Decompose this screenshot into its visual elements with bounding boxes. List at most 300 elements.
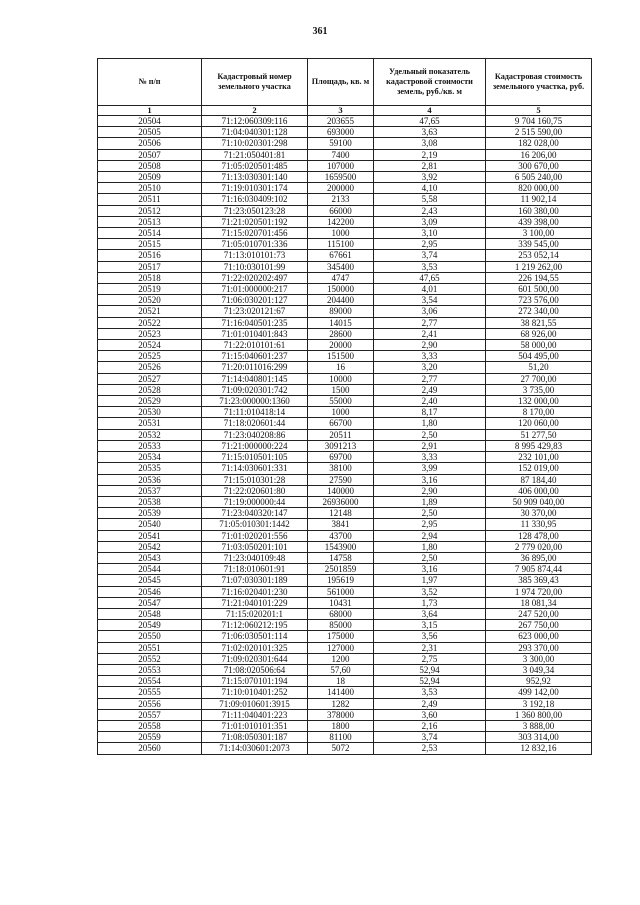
table-row: [98, 351, 592, 362]
cell-area: 3841: [308, 519, 374, 530]
cell-cadastral-number: 71:15:070101:194: [202, 676, 308, 687]
cell-cadastral-number: 71:20:011016:299: [202, 362, 308, 373]
table-row: [98, 160, 592, 171]
cell-cadastral-cost: 1 219 262,00: [486, 261, 592, 272]
cell-row-number: 20505: [98, 127, 202, 138]
cell-row-number: 20522: [98, 317, 202, 328]
table-row: [98, 239, 592, 250]
cell-row-number: 20530: [98, 407, 202, 418]
cell-cadastral-number: 71:06:030501:114: [202, 631, 308, 642]
cell-cadastral-number: 71:22:020202:497: [202, 272, 308, 283]
cell-cadastral-cost: 406 000,00: [486, 485, 592, 496]
cell-cadastral-cost: 160 380,00: [486, 205, 592, 216]
cell-row-number: 20525: [98, 351, 202, 362]
column-number: 5: [486, 106, 592, 116]
table-row: [98, 205, 592, 216]
table-row: [98, 541, 592, 552]
cell-cadastral-number: 71:14:040801:145: [202, 373, 308, 384]
cell-area: 59100: [308, 138, 374, 149]
cell-cadastral-cost: 16 206,00: [486, 149, 592, 160]
cell-area: 10431: [308, 597, 374, 608]
table-row: [98, 138, 592, 149]
cell-row-number: 20532: [98, 429, 202, 440]
table-row: [98, 519, 592, 530]
cell-area: 200000: [308, 183, 374, 194]
cell-area: 195619: [308, 575, 374, 586]
cell-row-number: 20523: [98, 328, 202, 339]
cell-row-number: 20550: [98, 631, 202, 642]
cell-row-number: 20559: [98, 732, 202, 743]
table-row: [98, 362, 592, 373]
table-row: [98, 463, 592, 474]
cell-cadastral-number: 71:23:040109:48: [202, 552, 308, 563]
cell-cadastral-cost: 3 100,00: [486, 228, 592, 239]
cell-area: 69700: [308, 452, 374, 463]
cell-specific-rate: 2,16: [374, 720, 486, 731]
cell-cadastral-cost: 1 360 800,00: [486, 709, 592, 720]
table-row: [98, 676, 592, 687]
cell-area: 204400: [308, 295, 374, 306]
column-number: 2: [202, 106, 308, 116]
cell-cadastral-cost: 226 194,55: [486, 272, 592, 283]
cell-cadastral-cost: 8 170,00: [486, 407, 592, 418]
cell-area: 693000: [308, 127, 374, 138]
cell-cadastral-cost: 68 926,00: [486, 328, 592, 339]
cell-row-number: 20528: [98, 384, 202, 395]
cell-row-number: 20555: [98, 687, 202, 698]
cell-area: 151500: [308, 351, 374, 362]
table-row: [98, 653, 592, 664]
cell-specific-rate: 2,77: [374, 373, 486, 384]
cell-row-number: 20553: [98, 664, 202, 675]
cell-cadastral-number: 71:10:020301:298: [202, 138, 308, 149]
cell-area: 150000: [308, 284, 374, 295]
cell-row-number: 20540: [98, 519, 202, 530]
cell-cadastral-cost: 3 049,34: [486, 664, 592, 675]
cell-cadastral-number: 71:23:020121:67: [202, 306, 308, 317]
cell-row-number: 20512: [98, 205, 202, 216]
cell-cadastral-number: 71:11:040401:223: [202, 709, 308, 720]
cell-row-number: 20521: [98, 306, 202, 317]
cell-cadastral-number: 71:21:050401:81: [202, 149, 308, 160]
cell-area: 2501859: [308, 564, 374, 575]
cell-area: 2133: [308, 194, 374, 205]
table-row: [98, 340, 592, 351]
cell-cadastral-number: 71:08:020506:64: [202, 664, 308, 675]
cell-specific-rate: 3,16: [374, 564, 486, 575]
cell-area: 20511: [308, 429, 374, 440]
cell-row-number: 20558: [98, 720, 202, 731]
table-row: [98, 586, 592, 597]
cell-cadastral-number: 71:03:050201:101: [202, 541, 308, 552]
cell-cadastral-cost: 58 000,00: [486, 340, 592, 351]
cell-cadastral-number: 71:21:040101:229: [202, 597, 308, 608]
header-cadastral-cost: Кадастровая стоимость земельного участка, руб.: [486, 59, 592, 106]
cell-row-number: 20538: [98, 496, 202, 507]
cell-cadastral-cost: 11 902,14: [486, 194, 592, 205]
cell-row-number: 20519: [98, 284, 202, 295]
cell-specific-rate: 5,58: [374, 194, 486, 205]
cell-row-number: 20527: [98, 373, 202, 384]
cell-row-number: 20556: [98, 698, 202, 709]
cell-area: 67661: [308, 250, 374, 261]
cell-specific-rate: 2,95: [374, 239, 486, 250]
cell-row-number: 20534: [98, 452, 202, 463]
cell-area: 12148: [308, 508, 374, 519]
column-number-row: [98, 106, 592, 116]
table-row: [98, 732, 592, 743]
cell-cadastral-number: 71:01:000000:217: [202, 284, 308, 295]
table-row: [98, 597, 592, 608]
cell-cadastral-number: 71:01:020201:556: [202, 530, 308, 541]
table-row: [98, 116, 592, 127]
cell-cadastral-number: 71:23:050123:28: [202, 205, 308, 216]
table-row: [98, 306, 592, 317]
table-row: [98, 698, 592, 709]
cell-cadastral-number: 71:09:010601:3915: [202, 698, 308, 709]
cell-specific-rate: 3,15: [374, 620, 486, 631]
cadastre-table: [97, 58, 592, 755]
cell-area: 1000: [308, 407, 374, 418]
table-row: [98, 429, 592, 440]
cell-specific-rate: 4,10: [374, 183, 486, 194]
cell-cadastral-cost: 152 019,00: [486, 463, 592, 474]
cell-area: 18: [308, 676, 374, 687]
cell-specific-rate: 3,54: [374, 295, 486, 306]
cell-row-number: 20515: [98, 239, 202, 250]
cell-cadastral-cost: 820 000,00: [486, 183, 592, 194]
cell-cadastral-cost: 30 370,00: [486, 508, 592, 519]
cell-area: 10000: [308, 373, 374, 384]
cell-specific-rate: 3,52: [374, 586, 486, 597]
table-row: [98, 216, 592, 227]
header-specific-rate: Удельный показатель кадастровой стоимости земель, руб./кв. м: [374, 59, 486, 106]
cell-specific-rate: 3,74: [374, 732, 486, 743]
cell-specific-rate: 2,75: [374, 653, 486, 664]
table-row: [98, 396, 592, 407]
cell-specific-rate: 3,33: [374, 351, 486, 362]
cell-specific-rate: 2,43: [374, 205, 486, 216]
cell-cadastral-cost: 18 081,34: [486, 597, 592, 608]
cell-cadastral-cost: 128 478,00: [486, 530, 592, 541]
cell-specific-rate: 3,74: [374, 250, 486, 261]
cell-area: 68000: [308, 608, 374, 619]
cell-specific-rate: 52,94: [374, 676, 486, 687]
cell-specific-rate: 3,10: [374, 228, 486, 239]
cell-row-number: 20518: [98, 272, 202, 283]
cell-cadastral-cost: 3 192,18: [486, 698, 592, 709]
table-row: [98, 642, 592, 653]
cell-cadastral-cost: 36 895,00: [486, 552, 592, 563]
cell-specific-rate: 3,08: [374, 138, 486, 149]
cell-area: 1659500: [308, 172, 374, 183]
cell-specific-rate: 1,80: [374, 418, 486, 429]
cell-specific-rate: 3,63: [374, 127, 486, 138]
cell-specific-rate: 2,31: [374, 642, 486, 653]
cell-cadastral-number: 71:22:020601:80: [202, 485, 308, 496]
cell-cadastral-cost: 9 704 160,75: [486, 116, 592, 127]
cell-cadastral-cost: 51,20: [486, 362, 592, 373]
cell-row-number: 20504: [98, 116, 202, 127]
cell-cadastral-cost: 2 779 020,00: [486, 541, 592, 552]
cell-specific-rate: 52,94: [374, 664, 486, 675]
cell-area: 1500: [308, 384, 374, 395]
cell-cadastral-cost: 3 888,00: [486, 720, 592, 731]
cell-area: 57,60: [308, 664, 374, 675]
cell-area: 107000: [308, 160, 374, 171]
cell-row-number: 20531: [98, 418, 202, 429]
cell-area: 140000: [308, 485, 374, 496]
cell-cadastral-cost: 27 700,00: [486, 373, 592, 384]
table-row: [98, 407, 592, 418]
cell-specific-rate: 3,92: [374, 172, 486, 183]
cell-cadastral-cost: 2 515 590,00: [486, 127, 592, 138]
column-number: 1: [98, 106, 202, 116]
cell-cadastral-number: 71:07:030301:189: [202, 575, 308, 586]
cell-area: 345400: [308, 261, 374, 272]
cell-area: 175000: [308, 631, 374, 642]
column-number: 4: [374, 106, 486, 116]
cell-specific-rate: 3,06: [374, 306, 486, 317]
cell-row-number: 20544: [98, 564, 202, 575]
cell-specific-rate: 1,80: [374, 541, 486, 552]
header-area: Площадь, кв. м: [308, 59, 374, 106]
cell-cadastral-cost: 11 330,95: [486, 519, 592, 530]
cell-specific-rate: 2,94: [374, 530, 486, 541]
cell-area: 1200: [308, 653, 374, 664]
cell-cadastral-cost: 120 060,00: [486, 418, 592, 429]
cell-cadastral-cost: 385 369,43: [486, 575, 592, 586]
cell-cadastral-number: 71:16:030409:102: [202, 194, 308, 205]
cell-row-number: 20511: [98, 194, 202, 205]
cell-cadastral-number: 71:16:020401:230: [202, 586, 308, 597]
cell-area: 1800: [308, 720, 374, 731]
cell-specific-rate: 3,53: [374, 687, 486, 698]
cell-area: 66000: [308, 205, 374, 216]
table-row: [98, 284, 592, 295]
cell-cadastral-number: 71:05:010301:1442: [202, 519, 308, 530]
cell-specific-rate: 3,60: [374, 709, 486, 720]
cell-row-number: 20545: [98, 575, 202, 586]
cell-specific-rate: 2,50: [374, 552, 486, 563]
cell-cadastral-cost: 499 142,00: [486, 687, 592, 698]
cell-area: 28600: [308, 328, 374, 339]
table-row: [98, 452, 592, 463]
cell-cadastral-number: 71:15:020201:1: [202, 608, 308, 619]
cell-area: 43700: [308, 530, 374, 541]
cell-row-number: 20543: [98, 552, 202, 563]
cell-specific-rate: 2,19: [374, 149, 486, 160]
cell-row-number: 20554: [98, 676, 202, 687]
cell-area: 85000: [308, 620, 374, 631]
cell-specific-rate: 2,40: [374, 396, 486, 407]
cell-row-number: 20542: [98, 541, 202, 552]
cell-row-number: 20514: [98, 228, 202, 239]
cell-cadastral-number: 71:09:020301:742: [202, 384, 308, 395]
cell-cadastral-cost: 8 995 429,83: [486, 440, 592, 451]
cell-area: 378000: [308, 709, 374, 720]
table-row: [98, 575, 592, 586]
cell-cadastral-number: 71:21:000000:224: [202, 440, 308, 451]
cell-area: 203655: [308, 116, 374, 127]
cell-row-number: 20509: [98, 172, 202, 183]
cell-row-number: 20506: [98, 138, 202, 149]
cell-row-number: 20535: [98, 463, 202, 474]
table-row: [98, 384, 592, 395]
cell-area: 66700: [308, 418, 374, 429]
cell-cadastral-cost: 6 505 240,00: [486, 172, 592, 183]
cell-specific-rate: 3,20: [374, 362, 486, 373]
cell-specific-rate: 1,97: [374, 575, 486, 586]
table-row: [98, 317, 592, 328]
cell-cadastral-cost: 623 000,00: [486, 631, 592, 642]
cell-cadastral-number: 71:02:020101:325: [202, 642, 308, 653]
cell-row-number: 20517: [98, 261, 202, 272]
cell-cadastral-number: 71:18:010601:91: [202, 564, 308, 575]
cell-cadastral-cost: 12 832,16: [486, 743, 592, 754]
table-row: [98, 743, 592, 754]
cell-specific-rate: 1,89: [374, 496, 486, 507]
cell-specific-rate: 2,90: [374, 485, 486, 496]
table-header-row: [98, 59, 592, 106]
cell-specific-rate: 2,95: [374, 519, 486, 530]
cell-area: 55000: [308, 396, 374, 407]
cell-cadastral-number: 71:11:010418:14: [202, 407, 308, 418]
cell-specific-rate: 3,99: [374, 463, 486, 474]
cell-specific-rate: 2,91: [374, 440, 486, 451]
cell-area: 16: [308, 362, 374, 373]
cell-row-number: 20552: [98, 653, 202, 664]
cell-area: 7400: [308, 149, 374, 160]
cell-cadastral-cost: 3 735,00: [486, 384, 592, 395]
cell-row-number: 20536: [98, 474, 202, 485]
cell-row-number: 20510: [98, 183, 202, 194]
cell-specific-rate: 2,49: [374, 698, 486, 709]
cell-specific-rate: 2,53: [374, 743, 486, 754]
cell-area: 38100: [308, 463, 374, 474]
cell-specific-rate: 2,50: [374, 508, 486, 519]
cell-area: 1000: [308, 228, 374, 239]
table-row: [98, 272, 592, 283]
cell-specific-rate: 47,65: [374, 116, 486, 127]
cell-area: 20000: [308, 340, 374, 351]
cell-specific-rate: 3,33: [374, 452, 486, 463]
cell-cadastral-cost: 300 670,00: [486, 160, 592, 171]
cell-area: 5072: [308, 743, 374, 754]
table-row: [98, 496, 592, 507]
table-row: [98, 172, 592, 183]
cell-row-number: 20547: [98, 597, 202, 608]
cell-cadastral-cost: 50 909 040,00: [486, 496, 592, 507]
cell-row-number: 20557: [98, 709, 202, 720]
cell-cadastral-cost: 267 750,00: [486, 620, 592, 631]
cell-row-number: 20549: [98, 620, 202, 631]
cell-cadastral-cost: 51 277,50: [486, 429, 592, 440]
table-row: [98, 440, 592, 451]
cell-cadastral-number: 71:15:010501:105: [202, 452, 308, 463]
cell-area: 89000: [308, 306, 374, 317]
cell-row-number: 20546: [98, 586, 202, 597]
cell-specific-rate: 47,65: [374, 272, 486, 283]
cell-row-number: 20551: [98, 642, 202, 653]
cell-cadastral-number: 71:23:000000:1360: [202, 396, 308, 407]
cell-cadastral-number: 71:13:010101:73: [202, 250, 308, 261]
cell-cadastral-number: 71:23:040208:86: [202, 429, 308, 440]
cell-cadastral-number: 71:10:030101:99: [202, 261, 308, 272]
table-row: [98, 149, 592, 160]
cell-cadastral-number: 71:15:040601:237: [202, 351, 308, 362]
cell-specific-rate: 4,01: [374, 284, 486, 295]
cell-area: 141400: [308, 687, 374, 698]
cell-cadastral-cost: 38 821,55: [486, 317, 592, 328]
cell-cadastral-cost: 723 576,00: [486, 295, 592, 306]
table-row: [98, 228, 592, 239]
cell-specific-rate: 2,49: [374, 384, 486, 395]
table-row: [98, 250, 592, 261]
cell-cadastral-number: 71:08:050301:187: [202, 732, 308, 743]
cell-cadastral-cost: 303 314,00: [486, 732, 592, 743]
cell-row-number: 20520: [98, 295, 202, 306]
cell-row-number: 20533: [98, 440, 202, 451]
cell-cadastral-number: 71:09:020301:644: [202, 653, 308, 664]
cell-cadastral-number: 71:15:020701:456: [202, 228, 308, 239]
cell-row-number: 20526: [98, 362, 202, 373]
cell-area: 127000: [308, 642, 374, 653]
cell-specific-rate: 3,16: [374, 474, 486, 485]
cell-cadastral-cost: 339 545,00: [486, 239, 592, 250]
table-row: [98, 709, 592, 720]
cell-row-number: 20507: [98, 149, 202, 160]
cell-specific-rate: 3,53: [374, 261, 486, 272]
header-cadastral-number: Кадастровый номер земельного участка: [202, 59, 308, 106]
cell-cadastral-number: 71:19:010301:174: [202, 183, 308, 194]
cell-specific-rate: 8,17: [374, 407, 486, 418]
cell-cadastral-number: 71:22:010101:61: [202, 340, 308, 351]
cell-area: 81100: [308, 732, 374, 743]
cell-cadastral-number: 71:14:030601:2073: [202, 743, 308, 754]
cell-cadastral-number: 71:12:060309:116: [202, 116, 308, 127]
cell-area: 1543900: [308, 541, 374, 552]
cell-cadastral-number: 71:01:010101:351: [202, 720, 308, 731]
cell-row-number: 20508: [98, 160, 202, 171]
cell-row-number: 20529: [98, 396, 202, 407]
table-row: [98, 664, 592, 675]
cell-cadastral-cost: 132 000,00: [486, 396, 592, 407]
cell-cadastral-number: 71:14:030601:331: [202, 463, 308, 474]
cell-cadastral-cost: 253 052,14: [486, 250, 592, 261]
cell-cadastral-number: 71:19:000000:44: [202, 496, 308, 507]
cell-row-number: 20548: [98, 608, 202, 619]
table-row: [98, 183, 592, 194]
cell-cadastral-cost: 504 495,00: [486, 351, 592, 362]
cell-cadastral-number: 71:18:020601:44: [202, 418, 308, 429]
cell-area: 1282: [308, 698, 374, 709]
cell-row-number: 20537: [98, 485, 202, 496]
cell-area: 26936000: [308, 496, 374, 507]
page-number: 361: [312, 26, 328, 37]
table-row: [98, 373, 592, 384]
cell-cadastral-number: 71:23:040320:147: [202, 508, 308, 519]
cell-cadastral-number: 71:15:010301:28: [202, 474, 308, 485]
table-row: [98, 474, 592, 485]
table-row: [98, 530, 592, 541]
table-row: [98, 564, 592, 575]
cell-specific-rate: 2,90: [374, 340, 486, 351]
table-body: [98, 116, 592, 755]
cell-area: 142200: [308, 216, 374, 227]
table-row: [98, 418, 592, 429]
cell-cadastral-cost: 272 340,00: [486, 306, 592, 317]
